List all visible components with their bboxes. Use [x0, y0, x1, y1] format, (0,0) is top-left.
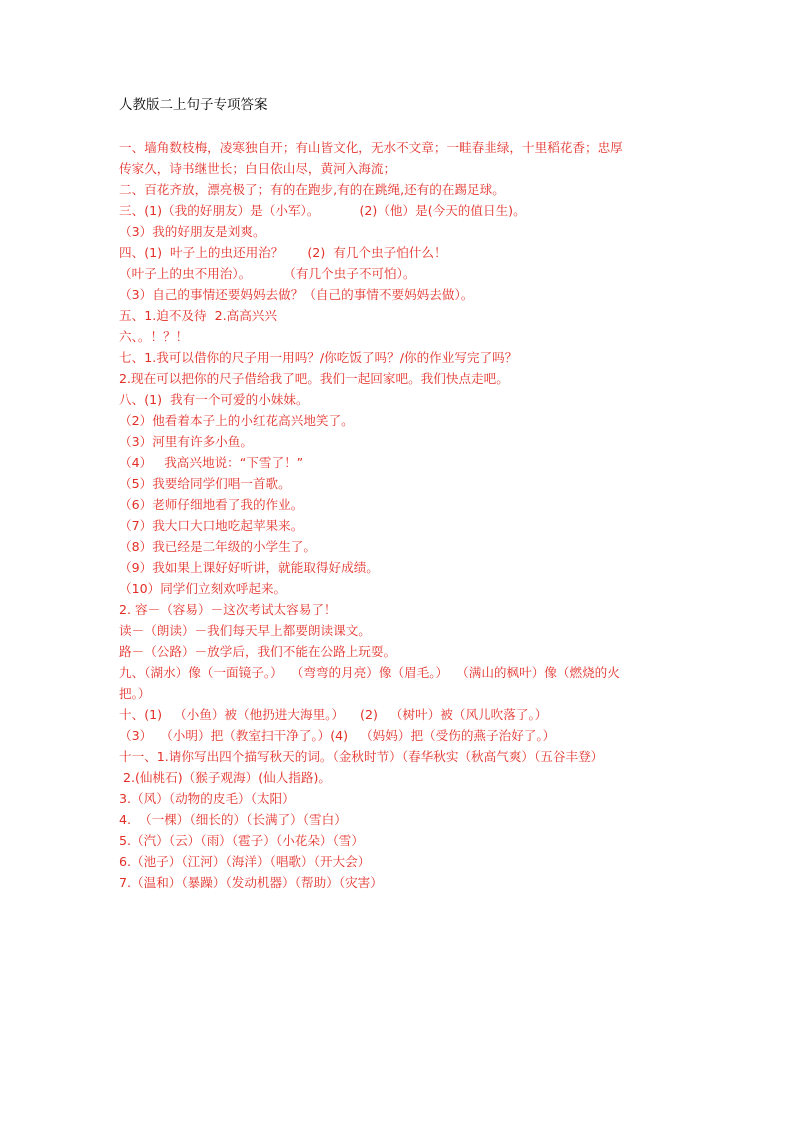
- answer-line: （3）河里有许多小鱼。: [119, 434, 253, 449]
- answer-line: 九、（湖水）像（一面镜子。） （弯弯的月亮）像（眉毛。） （满山的枫叶）像（燃烧的火: [119, 665, 620, 680]
- answer-line: 5.（汽）（云）（雨）（雹子）（小花朵）（雪）: [119, 833, 364, 848]
- answer-line: （7）我大口大口地吃起苹果来。: [119, 518, 304, 533]
- answer-line: 七、1.我可以借你的尺子用一用吗？/你吃饭了吗？/你的作业写完了吗？: [119, 350, 518, 365]
- answer-line: 三、(1)（我的好朋友）是（小军）。 (2)（他）是(今天的值日生)。: [119, 203, 526, 218]
- answer-line: 八、(1) 我有一个可爱的小妹妹。: [119, 392, 309, 407]
- answer-line: （2）他看着本子上的小红花高兴地笑了。: [119, 413, 354, 428]
- answer-line: （6）老师仔细地看了我的作业。: [119, 497, 304, 512]
- answer-line: 2.(仙桃石)（猴子观海）(仙人指路)。: [119, 770, 331, 785]
- answer-line: （5）我要给同学们唱一首歌。: [119, 476, 291, 491]
- answer-line: 2.现在可以把你的尺子借给我了吧。我们一起回家吧。我们快点走吧。: [119, 371, 509, 386]
- answer-line: 四、(1) 叶子上的虫还用治？ (2) 有几个虫子怕什么！: [119, 245, 447, 260]
- answer-line: 六、。！？！: [119, 329, 189, 344]
- answer-line: （4） 我高兴地说：“下雪了！”: [119, 455, 304, 470]
- answer-line: （3） （小明）把（教室扫干净了。）(4) （妈妈）把（受伤的燕子治好了。）: [119, 728, 556, 743]
- answer-line: （8）我已经是二年级的小学生了。: [119, 539, 316, 554]
- answer-line: （3）自己的事情还要妈妈去做？（自己的事情不要妈妈去做）。: [119, 287, 474, 302]
- answer-line: 五、1.迫不及待 2.高高兴兴: [119, 308, 277, 323]
- answer-line: 2. 容－（容易）－这次考试太容易了！: [119, 602, 337, 617]
- answer-line: 把。）: [119, 686, 151, 701]
- answer-line: 6.（池子）（江河）（海洋）（唱歌）（开大会）: [119, 854, 371, 869]
- answer-line: 3.（风）（动物的皮毛）（太阳）: [119, 791, 295, 806]
- document-title: 人教版二上句子专项答案: [119, 97, 268, 113]
- answer-line: 7.（温和）（暴躁）（发动机器）（帮助）（灾害）: [119, 875, 383, 890]
- answer-line: （3）我的好朋友是刘爽。: [119, 224, 266, 239]
- answer-line: 一、墙角数枝梅，凌寒独自开；有山皆文化，无水不文章；一畦春韭绿，十里稻花香；忠厚: [119, 140, 623, 155]
- answer-line: （9）我如果上课好好听讲，就能取得好成绩。: [119, 560, 379, 575]
- answer-line: （叶子上的虫不用治）。 （有几个虫子不可怕）。: [119, 266, 416, 281]
- answer-line: 十、(1) （小鱼）被（他扔进大海里。） (2) （树叶）被（风儿吹落了。）: [119, 707, 548, 722]
- answer-line: （10）同学们立刻欢呼起来。: [119, 581, 287, 596]
- answer-line: 4. （一棵）（细长的）（长满了）（雪白）: [119, 812, 347, 827]
- answer-line: 十一、1.请你写出四个描写秋天的词。（金秋时节）（春华秋实（秋高气爽）（五谷丰登）: [119, 749, 604, 764]
- answer-line: 读－（朗读）－我们每天早上都要朗读课文。: [119, 623, 371, 638]
- answer-line: 传家久，诗书继世长；白日依山尽，黄河入海流；: [119, 161, 397, 176]
- answer-line: 路－（公路）－放学后，我们不能在公路上玩耍。: [119, 644, 397, 659]
- answer-content: [119, 137, 679, 893]
- answer-line: 二、百花齐放，漂亮极了；有的在跑步,有的在跳绳,还有的在踢足球。: [119, 182, 505, 197]
